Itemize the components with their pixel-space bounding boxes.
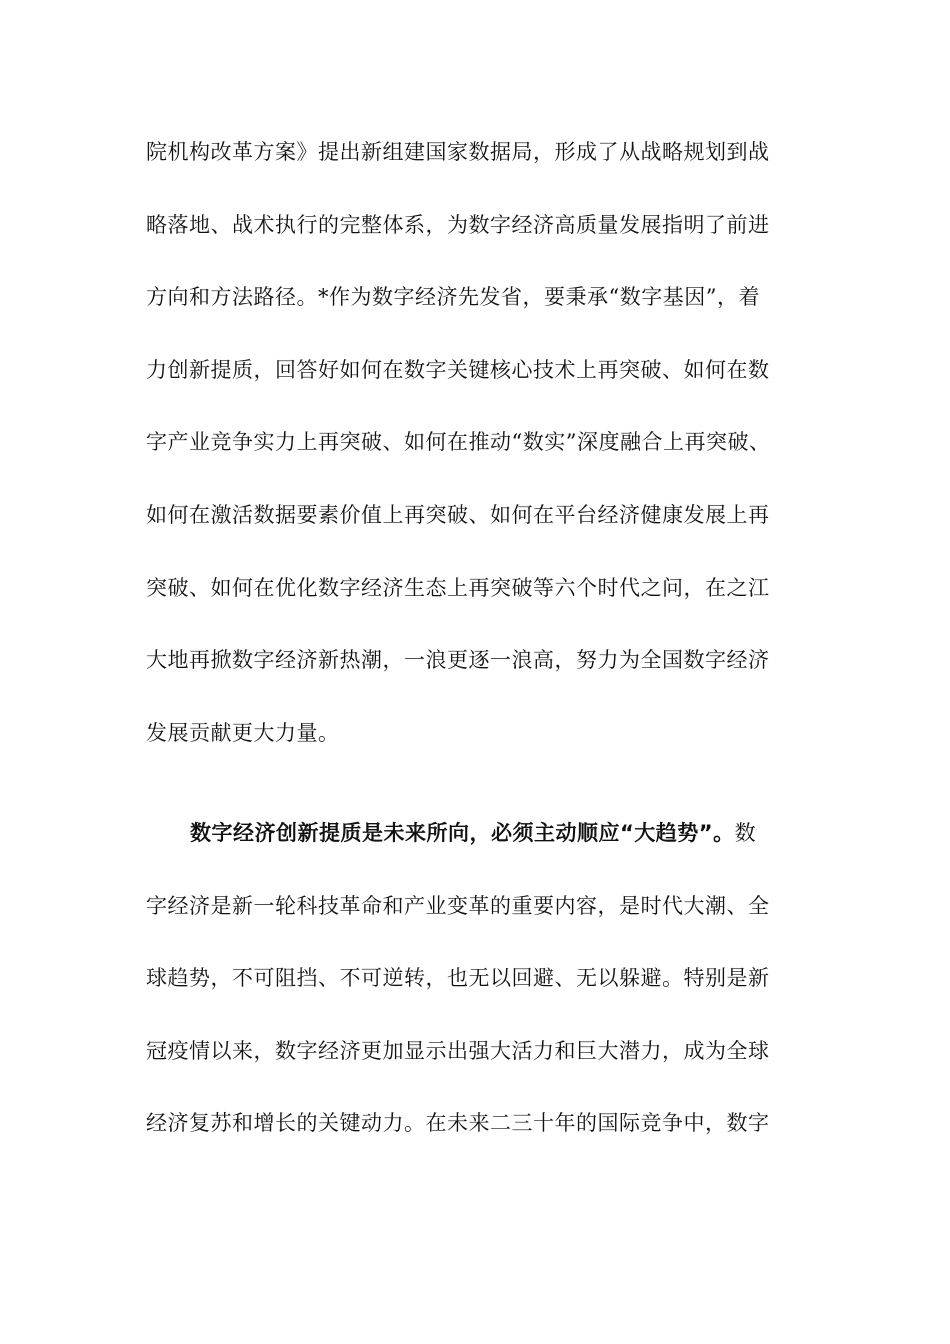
text-line: 发展贡献更大力量。	[146, 720, 340, 745]
text-line: 方向和方法路径。*作为数字经济先发省，要秉承“数字基因”，着	[146, 285, 760, 310]
text-line: 力创新提质，回答好如何在数字关键核心技术上再突破、如何在数	[146, 357, 770, 382]
text-line: 如何在激活数据要素价值上再突破、如何在平台经济健康发展上再	[146, 502, 770, 527]
text-line: 经济复苏和增长的关键动力。在未来二三十年的国际竞争中，数字	[146, 1111, 770, 1136]
text-line: 球趋势，不可阻挡、不可逆转，也无以回避、无以躲避。特别是新	[146, 966, 770, 991]
text-line: 字产业竞争实力上再突破、如何在推动“数实”深度融合上再突破、	[146, 430, 771, 455]
paragraph-heading-line	[146, 797, 826, 870]
paragraph-heading: 数字经济创新提质是未来所向，必须主动顺应“大趋势”。	[190, 821, 735, 845]
heading-tail-text: 数	[734, 821, 757, 845]
text-line: 大地再掀数字经济新热潮，一浪更逐一浪高，努力为全国数字经济	[146, 648, 770, 673]
text-line: 院机构改革方案》提出新组建国家数据局，形成了从战略规划到战	[146, 140, 770, 164]
text-line: 冠疫情以来，数字经济更加显示出强大活力和巨大潜力，成为全球	[146, 1038, 770, 1063]
text-line: 字经济是新一轮科技革命和产业变革的重要内容，是时代大潮、全	[146, 893, 770, 918]
paragraph-1	[146, 116, 826, 769]
text-line: 略落地、战术执行的完整体系，为数字经济高质量发展指明了前进	[146, 212, 770, 237]
text-line: 突破、如何在优化数字经济生态上再突破等六个时代之问，在之江	[146, 575, 770, 600]
paragraph-2	[146, 797, 826, 1160]
